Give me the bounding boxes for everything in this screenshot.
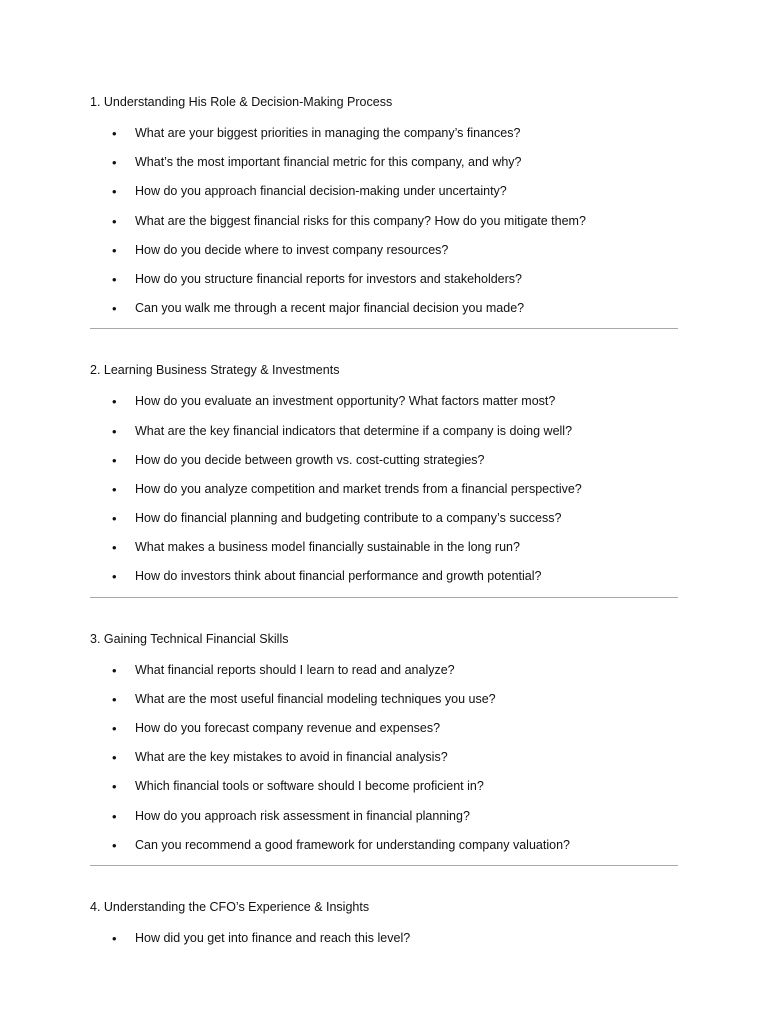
bullet-icon: • bbox=[112, 452, 117, 468]
bullet-icon: • bbox=[112, 721, 117, 736]
question-list bbox=[90, 119, 678, 323]
question-item bbox=[90, 207, 678, 236]
bullet-icon: • bbox=[112, 930, 117, 946]
question-text: Can you recommend a good framework for understanding company valuation? bbox=[135, 837, 570, 852]
bullet-icon: • bbox=[112, 242, 117, 258]
bullet-icon: • bbox=[112, 213, 117, 229]
question-item bbox=[90, 743, 678, 772]
question-item bbox=[90, 417, 678, 446]
question-text: What are the most useful financial modeling techniques you use? bbox=[135, 691, 496, 706]
question-text: How do you approach financial decision-making under uncertainty? bbox=[135, 184, 507, 199]
question-item bbox=[90, 504, 678, 533]
question-text: How do you approach risk assessment in financial planning? bbox=[135, 808, 470, 823]
question-text: What are the key financial indicators that determine if a company is doing well? bbox=[135, 423, 573, 438]
question-item bbox=[90, 802, 678, 831]
question-text: Can you walk me through a recent major financial decision you made? bbox=[135, 301, 525, 316]
question-text: How do you decide where to invest company resources? bbox=[135, 242, 449, 257]
question-text: How do investors think about financial performance and growth potential? bbox=[135, 569, 542, 584]
question-item bbox=[90, 475, 678, 504]
question-item bbox=[90, 831, 678, 860]
question-item bbox=[90, 656, 678, 685]
question-text: How do financial planning and budgeting contribute to a company’s success? bbox=[135, 511, 562, 526]
question-item bbox=[90, 533, 678, 562]
question-text: How do you evaluate an investment opportunity? What factors matter most? bbox=[135, 394, 556, 409]
question-text: How do you decide between growth vs. cost-cutting strategies? bbox=[135, 452, 485, 467]
bullet-icon: • bbox=[112, 808, 117, 824]
question-item bbox=[90, 446, 678, 475]
question-list bbox=[90, 924, 678, 953]
bullet-icon: • bbox=[112, 126, 117, 141]
bullet-icon: • bbox=[112, 423, 117, 439]
section-heading: 3. Gaining Technical Financial Skills bbox=[90, 631, 289, 646]
bullet-icon: • bbox=[112, 271, 117, 287]
question-item bbox=[90, 562, 678, 591]
question-text: What’s the most important financial metric for this company, and why? bbox=[135, 155, 522, 170]
question-item bbox=[90, 119, 678, 148]
bullet-icon: • bbox=[112, 155, 117, 171]
section-3 bbox=[90, 627, 678, 866]
question-item bbox=[90, 685, 678, 714]
question-text: What are the biggest financial risks for this company? How do you mitigate them? bbox=[135, 213, 586, 228]
question-text: How do you structure financial reports for investors and stakeholders? bbox=[135, 271, 522, 286]
bullet-icon: • bbox=[112, 691, 117, 707]
question-text: What makes a business model financially sustainable in the long run? bbox=[135, 540, 520, 555]
question-item bbox=[90, 772, 678, 801]
bullet-icon: • bbox=[112, 184, 117, 200]
question-text: How do you analyze competition and market trends from a financial perspective? bbox=[135, 481, 582, 496]
question-item bbox=[90, 265, 678, 294]
section-divider bbox=[90, 328, 678, 329]
question-item bbox=[90, 294, 678, 323]
bullet-icon: • bbox=[112, 301, 117, 317]
section-heading: 2. Learning Business Strategy & Investments bbox=[90, 363, 340, 378]
section-1 bbox=[90, 90, 678, 329]
question-item bbox=[90, 177, 678, 206]
bullet-icon: • bbox=[112, 394, 117, 410]
question-item bbox=[90, 236, 678, 265]
question-item bbox=[90, 148, 678, 177]
bullet-icon: • bbox=[112, 662, 117, 678]
bullet-icon: • bbox=[112, 569, 117, 585]
question-text: What are the key mistakes to avoid in financial analysis? bbox=[135, 750, 448, 765]
section-heading: 4. Understanding the CFO’s Experience & Insights bbox=[90, 899, 370, 914]
question-text: How did you get into finance and reach this level? bbox=[135, 930, 411, 945]
section-4 bbox=[90, 895, 678, 953]
question-list bbox=[90, 387, 678, 591]
bullet-icon: • bbox=[112, 779, 117, 795]
question-text: What financial reports should I learn to read and analyze? bbox=[135, 662, 455, 677]
question-item bbox=[90, 387, 678, 416]
section-2 bbox=[90, 358, 678, 597]
section-divider bbox=[90, 865, 678, 866]
bullet-icon: • bbox=[112, 511, 117, 527]
bullet-icon: • bbox=[112, 750, 117, 766]
section-heading: 1. Understanding His Role & Decision-Making Process bbox=[90, 95, 393, 109]
question-list bbox=[90, 656, 678, 860]
bullet-icon: • bbox=[112, 837, 117, 853]
section-divider bbox=[90, 597, 678, 598]
question-text: How do you forecast company revenue and expenses? bbox=[135, 721, 441, 735]
question-item bbox=[90, 924, 678, 953]
question-item bbox=[90, 714, 678, 743]
bullet-icon: • bbox=[112, 481, 117, 497]
bullet-icon: • bbox=[112, 540, 117, 556]
question-text: What are your biggest priorities in managing the company’s finances? bbox=[135, 126, 521, 140]
document-body bbox=[90, 90, 678, 953]
question-text: Which financial tools or software should I become proficient in? bbox=[135, 779, 484, 794]
